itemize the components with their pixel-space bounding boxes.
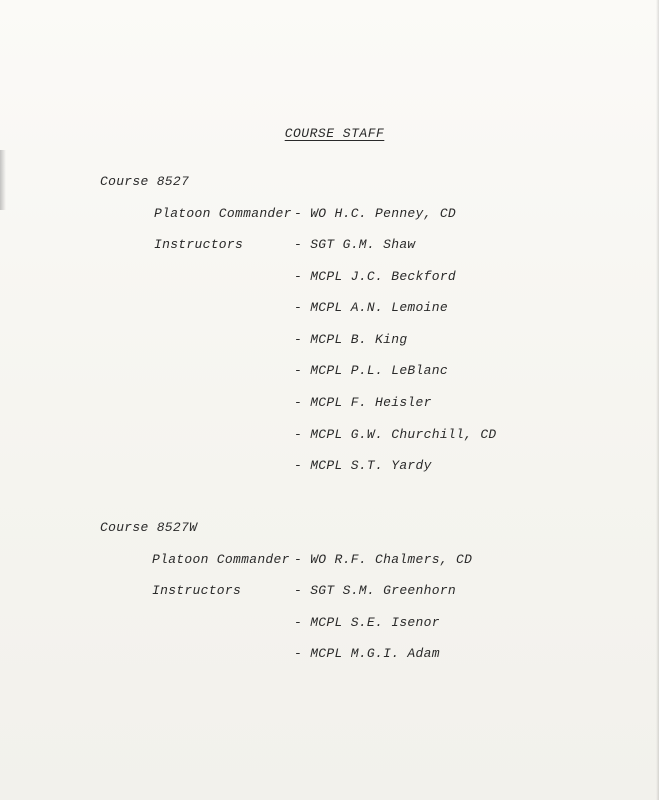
staff-name: - MCPL A.N. Lemoine: [294, 300, 448, 315]
staff-name: - MCPL S.T. Yardy: [294, 458, 432, 473]
staff-name: - MCPL S.E. Isenor: [294, 615, 440, 630]
staff-name: - SGT S.M. Greenhorn: [294, 583, 457, 598]
staff-role: Platoon Commander: [152, 552, 290, 567]
staff-role: Platoon Commander: [154, 206, 292, 221]
staff-role: Instructors: [154, 237, 244, 252]
course-heading: Course 8527: [100, 174, 190, 189]
page-title: [0, 126, 659, 141]
page-edge-shadow: [0, 150, 6, 210]
staff-name: - MCPL F. Heisler: [294, 395, 432, 410]
staff-name: - MCPL P.L. LeBlanc: [294, 363, 448, 378]
staff-name: - MCPL B. King: [294, 332, 408, 347]
staff-name: - MCPL G.W. Churchill, CD: [294, 427, 497, 442]
staff-name: - SGT G.M. Shaw: [294, 237, 416, 252]
staff-name: - MCPL M.G.I. Adam: [294, 646, 440, 661]
staff-role: Instructors: [152, 583, 242, 598]
staff-name: - WO H.C. Penney, CD: [294, 206, 457, 221]
staff-name: - MCPL J.C. Beckford: [294, 269, 457, 284]
page-title-text: COURSE STAFF: [284, 126, 385, 141]
course-heading: Course 8527W: [100, 520, 198, 535]
staff-name: - WO R.F. Chalmers, CD: [294, 552, 473, 567]
